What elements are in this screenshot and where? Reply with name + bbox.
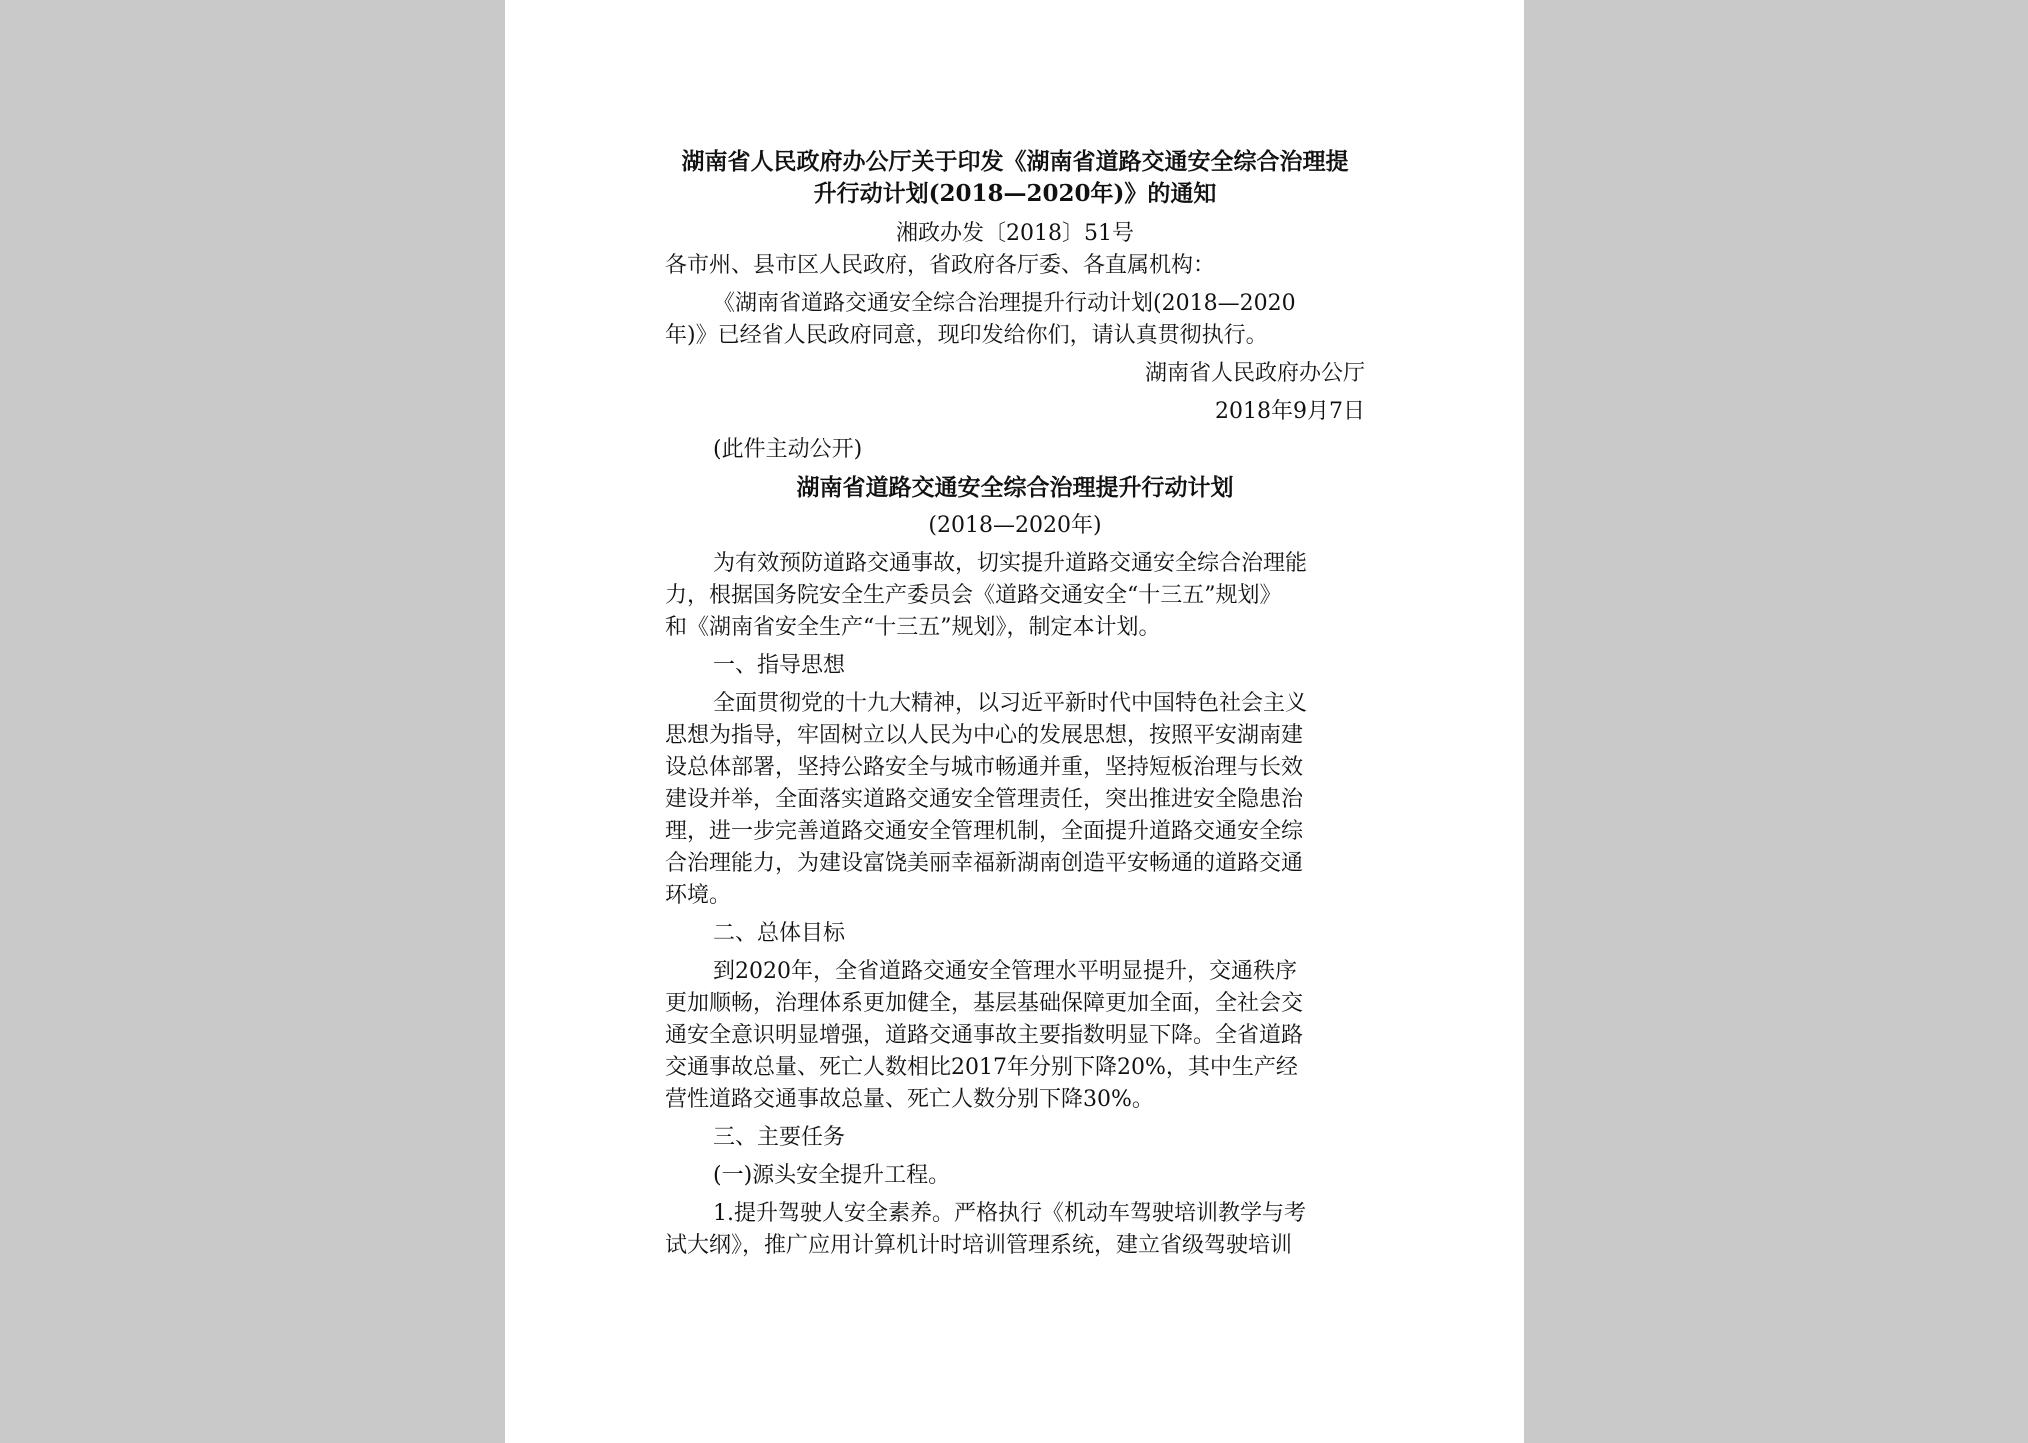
section2-line: 到2020年，全省道路交通安全管理水平明显提升，交通秩序 [713, 959, 1297, 984]
addressee: 各市州、县市区人民政府，省政府各厅委、各直属机构： [665, 253, 1216, 278]
plan-title: 湖南省道路交通安全综合治理提升行动计划 [796, 474, 1234, 501]
notice-title-line-1: 湖南省人民政府办公厅关于印发《湖南省道路交通安全综合治理提 [681, 148, 1349, 175]
notice-title-line-2: 升行动计划(2018—2020年)》的通知 [813, 180, 1217, 207]
section2-line: 更加顺畅，治理体系更加健全，基层基础保障更加全面，全社会交 [665, 991, 1304, 1016]
section-heading-main-tasks: 三、主要任务 [713, 1125, 846, 1150]
section2-line: 交通事故总量、死亡人数相比2017年分别下降20%，其中生产经 [665, 1055, 1298, 1080]
subsection-heading-source-safety: (一)源头安全提升工程。 [713, 1163, 951, 1188]
issue-date: 2018年9月7日 [1215, 399, 1365, 424]
section1-line: 合治理能力，为建设富饶美丽幸福新湖南创造平安畅通的道路交通 [665, 851, 1304, 876]
section2-line: 通安全意识明显增强，道路交通事故主要指数明显下降。全省道路 [665, 1023, 1304, 1048]
section1-line: 环境。 [665, 883, 732, 908]
notice-body-line-2: 年)》已经省人民政府同意，现印发给你们，请认真贯彻执行。 [665, 323, 1268, 348]
disclosure-note: (此件主动公开) [713, 437, 863, 462]
section1-line: 理，进一步完善道路交通安全管理机制，全面提升道路交通安全综 [665, 819, 1304, 844]
intro-line: 和《湖南省安全生产“十三五”规划》，制定本计划。 [665, 615, 1161, 640]
intro-line: 为有效预防道路交通事故，切实提升道路交通安全综合治理能 [713, 551, 1308, 576]
section2-line: 营性道路交通事故总量、死亡人数分别下降30%。 [665, 1087, 1154, 1112]
notice-body-line-1: 《湖南省道路交通安全综合治理提升行动计划(2018—2020 [713, 291, 1296, 316]
section-heading-guiding-thought: 一、指导思想 [713, 653, 846, 678]
section1-line: 思想为指导，牢固树立以人民为中心的发展思想，按照平安湖南建 [665, 723, 1304, 748]
section1-line: 全面贯彻党的十九大精神，以习近平新时代中国特色社会主义 [713, 691, 1308, 716]
intro-line: 力，根据国务院安全生产委员会《道路交通安全“十三五”规划》 [665, 583, 1282, 608]
page-content [665, 146, 1365, 1262]
section1-line: 建设并举，全面落实道路交通安全管理责任，突出推进安全隐患治 [665, 787, 1304, 812]
section-heading-overall-goals: 二、总体目标 [713, 921, 846, 946]
document-number: 湘政办发〔2018〕51号 [896, 221, 1134, 246]
section1-line: 设总体部署，坚持公路安全与城市畅通并重，坚持短板治理与长效 [665, 755, 1304, 780]
item1-line: 试大纲》，推广应用计算机计时培训管理系统，建立省级驾驶培训 [665, 1233, 1293, 1258]
plan-years: (2018—2020年) [928, 513, 1102, 538]
document-page [505, 0, 1524, 1443]
left-margin-background [0, 0, 505, 1443]
right-margin-background [1524, 0, 2028, 1443]
item1-line: 1.提升驾驶人安全素养。严格执行《机动车驾驶培训教学与考 [713, 1201, 1306, 1226]
issuer: 湖南省人民政府办公厅 [1144, 361, 1365, 386]
